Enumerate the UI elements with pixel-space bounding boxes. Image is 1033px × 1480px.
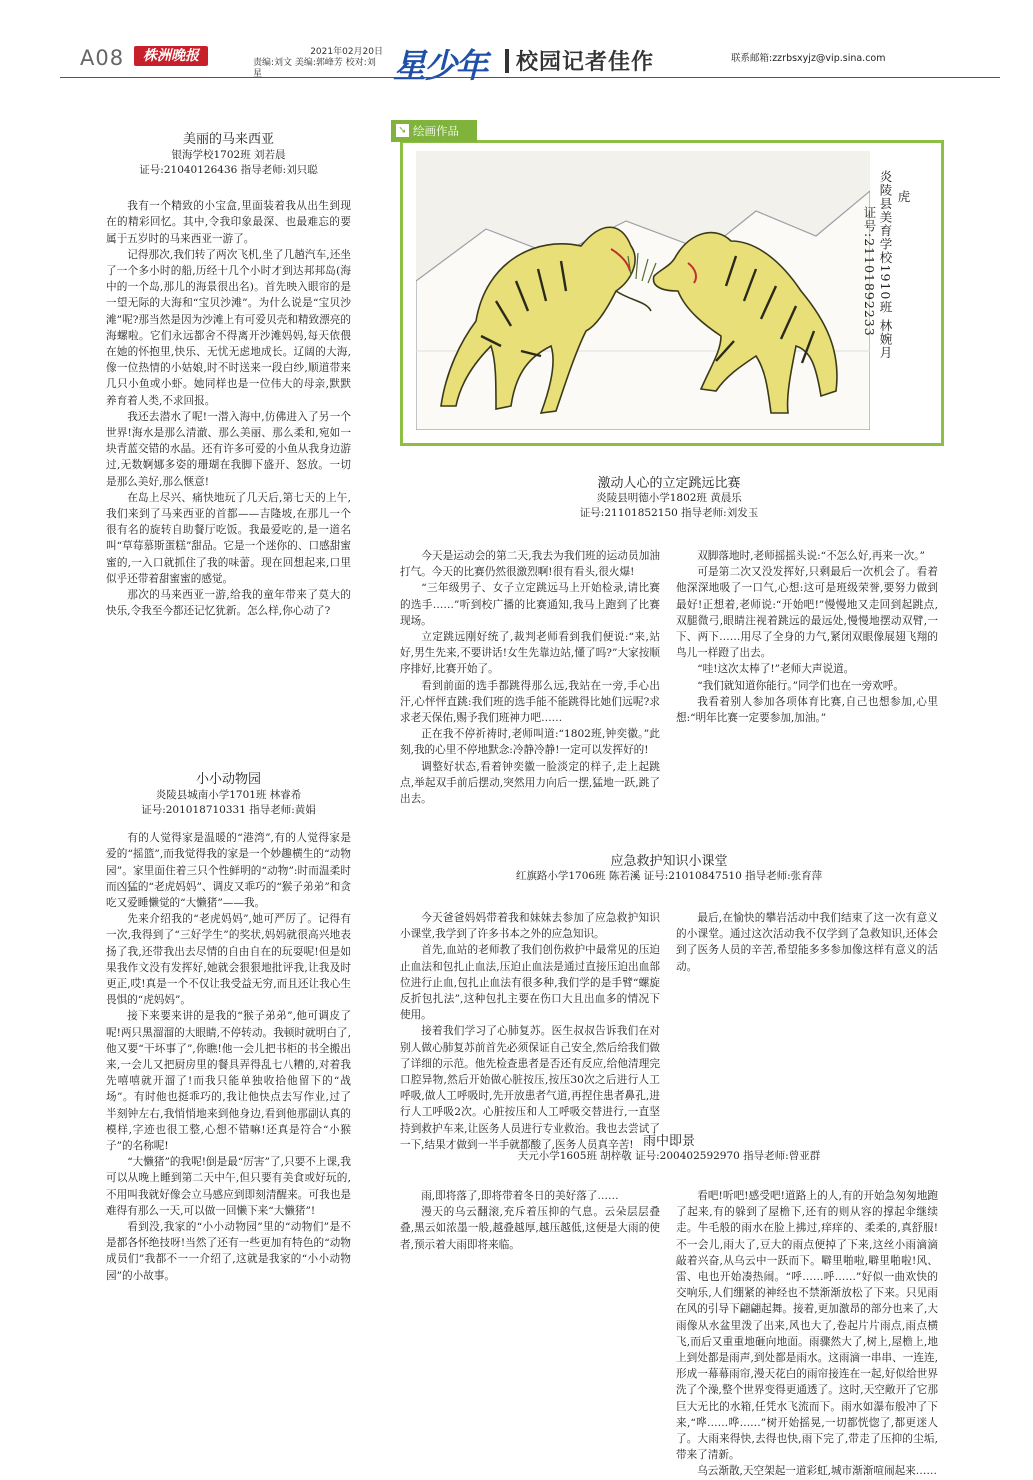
article-rain-header: [400, 1130, 938, 1164]
paragraph: “三年级男子、女子立定跳远马上开始检录,请比赛的选手……”听到校广播的比赛通知,我马上跑到了比赛现场。: [400, 582, 660, 627]
artwork-tab-label: 绘画作品: [413, 124, 459, 138]
header-divider: [505, 49, 509, 73]
paragraph: 看到前面的选手都跳得那么远,我站在一旁,手心出汗,心怦怦直跳:我们班的选手能不能跳得比她们远呢?求求老天保佑,赐予我们班神力吧……: [400, 679, 660, 725]
article-title: 小小动物园: [195, 772, 261, 787]
article-malaysia: [106, 132, 351, 619]
article-school: 银海学校1702班 刘若晨: [171, 149, 286, 162]
article-zoo: [106, 772, 351, 1284]
paragraph: 看吧!听吧!感受吧!道路上的人,有的开始急匆匆地跑了起来,有的躲到了屋檐下,还有的则从容的撑起伞继续走。牛毛般的雨水在脸上拂过,痒痒的、柔柔的,真舒服!不一会儿,雨大了,豆大的雨点便掉了下来,这丝小雨滴滴敲着兴奋,从乌云中一跃而下。噼里啪啦,噼里啪啦!风、雷、电也开始凑热闹。“呼……呼……”好似一曲欢快的交响乐,人们绷紧的神经也不禁渐渐放松了下来。只见雨在风的引导下翩翩起舞。接着,更加激昂的部分也来了,大雨像从水盆里泼了出来,风也大了,卷起片片雨点,雨点横飞,而后又重重地砸向地面。雨骤然大了,树上,屋檐上,地上到处都是雨声,到处都是雨水。这雨滴一串串、一连连,形成一幕幕雨帘,漫天花白的雨帘接连在一起,好似给世界洗了个澡,整个世界变得更通透了。这时,天空敞开了它那巨大无比的水箱,任凭水飞流而下。雨水如瀑布般冲了下来,“哗……哗……”树开始摇晃,一切都恍惚了,都更迷人了。大雨来得快,去得也快,雨下完了,带走了压抑的尘垢,带来了清新。: [676, 1190, 938, 1462]
page-number: A08: [80, 46, 125, 70]
paragraph: 那次的马来西亚一游,给我的童年带来了莫大的快乐,令我至今都还记忆犹新。怎么样,你心动了?: [106, 589, 351, 618]
paragraph: 今天爸爸妈妈带着我和妹妹去参加了应急救护知识小课堂,我学到了许多书本之外的应急知识。: [400, 912, 660, 941]
artwork-cert: 证号:21101892233: [862, 206, 877, 337]
article-byline: 天元小学1605班 胡梓敬 证号:200402592970 指导老师:曾亚群: [517, 1150, 821, 1162]
paragraph: 我还去潜水了呢!一潜入海中,仿佛进入了另一个世界!海水是那么清澈、那么美丽、那么柔和,宛如一块青蓝交错的水晶。还有许多可爱的小鱼从我身边游过,无数婀娜多姿的珊瑚在我脚下盛开、怒放。一切是那么美好,那么惬意!: [106, 410, 351, 488]
contact-email: 联系邮箱:zzrbsxyjz@vip.sina.com: [731, 53, 886, 64]
article-jump-col1: [400, 548, 660, 807]
paragraph: 首先,血站的老师教了我们创伤救护中最常见的压迫止血法和包扎止血法,压迫止血法是通过直接压迫出血部位进行止血,包扎止血法有很多种,我们学的是手臂“螺旋反折包扎法”,这种包扎主要在伤口大且出血多的情况下使用。: [400, 944, 660, 1022]
article-byline: 红旗路小学1706班 陈若溪 证号:21010847510 指导老师:张育萍: [515, 870, 823, 882]
header-rule: [60, 77, 1000, 78]
artwork-title: 虎: [896, 190, 911, 204]
paragraph: 乌云渐散,天空架起一道彩虹,城市渐渐喧闹起来……: [697, 1465, 937, 1478]
paragraph: 先来介绍我的“老虎妈妈”,她可严厉了。记得有一次,我得到了“三好学生”的奖状,妈妈就很高兴地表扬了我,还带我出去尽情的自由自在的玩耍呢!但是如果我作文没有发挥好,她就会狠狠地批评我,让我及时更正,哎!真是一个不仅让我受益无穷,而且还让我心生畏惧的“虎妈妈”。: [106, 913, 351, 1007]
issue-date: 2021年02月20日: [310, 47, 383, 57]
paragraph: 有的人觉得家是温暖的“港湾”,有的人觉得家是爱的“摇篮”,而我觉得我的家是一个妙趣横生的“动物园”。家里面住着三只个性鲜明的“动物”:时而温柔时而凶猛的“老虎妈妈”、调皮又乖巧的“猴子弟弟”和贪吃又爱睡懒觉的“大懒猪”——我。: [106, 832, 351, 910]
article-title: 雨中即景: [642, 1134, 695, 1149]
article-school: 炎陵县城南小学1701班 林睿希: [155, 789, 302, 802]
article-jump-col2: [676, 548, 938, 726]
artwork-author: 炎陵县美育学校1910班 林婉月: [878, 170, 893, 360]
article-cert: 证号:21101852150 指导老师:刘发玉: [579, 507, 759, 519]
article-cert: 证号:21040126436 指导老师:刘只聪: [139, 164, 318, 177]
tiger-painting: [416, 151, 870, 430]
artwork-tab: [391, 120, 477, 142]
paragraph: 今天是运动会的第二天,我去为我们班的运动员加油打气。今天的比赛仍然很激烈啊!很有看头,很火爆!: [400, 550, 660, 579]
article-school: 炎陵县明德小学1802班 黄晨乐: [596, 492, 742, 504]
paragraph: 立定跳远刚好统了,裁判老师看到我们便说:“来,站好,男生先来,不要讲话!女生先靠边站,懂了吗?”大家按顺序排好,比赛开始了。: [400, 631, 660, 676]
article-title: 应急救护知识小课堂: [610, 854, 728, 869]
section-title: 校园记者佳作: [516, 50, 655, 75]
paragraph: 我看着别人参加各项体育比赛,自己也想参加,心里想:“明年比赛一定要参加,加油。”: [676, 695, 938, 725]
paragraph: 我有一个精致的小宝盒,里面装着我从出生到现在的精彩回忆。其中,令我印象最深、也最难忘的要属于五岁时的马来西亚一游了。: [106, 200, 351, 245]
paragraph: 看到没,我家的“小小动物园”里的“动物们”是不是都各怀绝技呀!当然了还有一些更加有特色的“动物成员们”我都不一一介绍了,这就是我家的“小小动物园”的小故事。: [106, 1221, 351, 1282]
arrow-icon: ➘: [396, 124, 409, 137]
paragraph: “我们就知道你能行。”同学们也在一旁欢呼。: [697, 679, 904, 692]
issue-meta: [253, 47, 383, 80]
article-firstaid-col1: [400, 910, 660, 1153]
editors-line: 责编:刘文 美编:郭峰芳 校对:刘星: [253, 58, 376, 79]
paragraph: “哇!这次太棒了!”老师大声说道。: [697, 663, 855, 676]
paragraph: 正在我不停祈祷时,老师叫道:“1802班,钟奕徽。”此刻,我的心里不停地默念:冷静冷静!一定可以发挥好的!: [400, 728, 660, 757]
paragraph: 接下来要来讲的是我的“猴子弟弟”,他可调皮了呢!两只黑溜溜的大眼睛,不停转动。我顿时就明白了,他又要“干坏事了”,你瞧!他一会儿把书柜的书全搬出来,一会儿又把厨房里的餐具弄得乱七八糟的,对着我先嘻嘻就开溜了!而我只能单独收拾他留下的“战场”。有时他也挺乖巧的,我让他快点去写作业,过了半刻钟左右,我悄悄地来到他身边,看到他那副认真的模样,字迹也很工整,心想不错嘛!还真是符合“小猴子”的名称呢!: [106, 1010, 351, 1153]
paragraph: 在岛上尽兴、痛快地玩了几天后,第七天的上午,我们来到了马来西亚的首都——吉隆坡,在那儿一个很有名的旋转自助餐厅吃饭。我最爱吃的,是一道名叫“草莓慕斯蛋糕”甜品。它是一个迷你的、口感甜蜜蜜的,一入口就抓住了我的味蕾。现在回想起来,口里似乎还带着甜蜜蜜的感觉。: [106, 491, 351, 585]
paragraph: 调整好状态,看着钟奕徽一脸淡定的样子,走上起跳点,举起双手前后摆动,突然用力向后一摆,猛地一跃,跳了出去。: [400, 760, 660, 806]
paragraph: 最后,在愉快的攀岩活动中我们结束了这一次有意义的小课堂。通过这次活动我不仅学到了急救知识,还体会到了医务人员的辛苦,希望能多多参加像这样有意义的活动。: [676, 912, 938, 973]
article-firstaid-col2: [676, 910, 938, 975]
paragraph: 记得那次,我们转了两次飞机,坐了几趟汽车,还坐了一个多小时的船,历经十几个小时才到达邦邦岛(海中的一个岛,那儿的海景很出名)。首先映入眼帘的是一望无际的大海和“宝贝沙滩”。为什么说是“宝贝沙滩”呢?那当然是因为沙滩上有可爱贝壳和精致漂亮的海螺啦。它们永远都舍不得离开沙滩妈妈,每天依偎在她的怀抱里,快乐、无忧无虑地成长。辽阔的大海,像一位热情的小姑娘,时不时送来一段白纱,顺道带来几只小鱼或小虾。她同样也是一位伟大的母亲,默默养育着人类,不求回报。: [106, 248, 351, 407]
paragraph: 接着我们学习了心肺复苏。医生叔叔告诉我们在对别人做心肺复苏前首先必须保证自己安全,然后给我们做了详细的示范。他先检查患者是否还有反应,给他清理完口腔异物,然后开始做心脏按压,按压30次之后进行人工呼吸,做人工呼吸时,先开放患者气道,再捏住患者鼻孔,进行人工呼吸2次。心脏按压和人工呼吸交替进行,一直坚持到救护车来,让医务人员进行专业救治。我也去尝试了一下,结果才做到一半手就都酸了,医务人员真辛苦!: [400, 1025, 660, 1151]
brand-logo: 星少年: [393, 46, 486, 85]
paragraph: 漫天的乌云翻滚,充斥着压抑的气息。云朵层层叠叠,黑云如浓墨一般,越叠越厚,越压越低,这便是大雨的使者,预示着大雨即将来临。: [400, 1206, 660, 1251]
article-rain-col2: [676, 1188, 938, 1480]
paragraph: 双脚落地时,老师摇摇头说:“不怎么好,再来一次。”: [697, 550, 925, 562]
paragraph: 雨,即将落了,即将带着冬日的美好落了……: [421, 1190, 619, 1202]
article-jump-header: [400, 472, 938, 521]
article-firstaid-header: [400, 850, 938, 884]
article-title: 激动人心的立定跳远比赛: [597, 476, 741, 491]
article-cert: 证号:201018710331 指导老师:黄娟: [141, 804, 316, 817]
paragraph: “大懒猪”的我呢!倒是最“厉害”了,只要不上课,我可以从晚上睡到第二天中午,但只要有美食或好玩的,不用叫我就好像会立马感应到即刻清醒来。可我也是难得有那么一天,可以做一回懒下来“大懒猪”!: [106, 1156, 351, 1217]
article-rain-col1: [400, 1188, 660, 1253]
masthead-logo: 株洲晚报: [134, 46, 208, 66]
paragraph: 可是第二次又没发挥好,只剩最后一次机会了。看着他深深地吸了一口气,心想:这可是班级荣誉,要努力做到最好!正想着,老师说:“开始吧!”慢慢地又走回到起跳点,双腿微弓,眼睛注视着跳远的最远处,慢慢地摆动双臂,一下、两下……用尽了全身的力气,紧闭双眼像展翅飞翔的鸟儿一样蹬了出去。: [676, 566, 938, 660]
article-title: 美丽的马来西亚: [182, 132, 274, 147]
